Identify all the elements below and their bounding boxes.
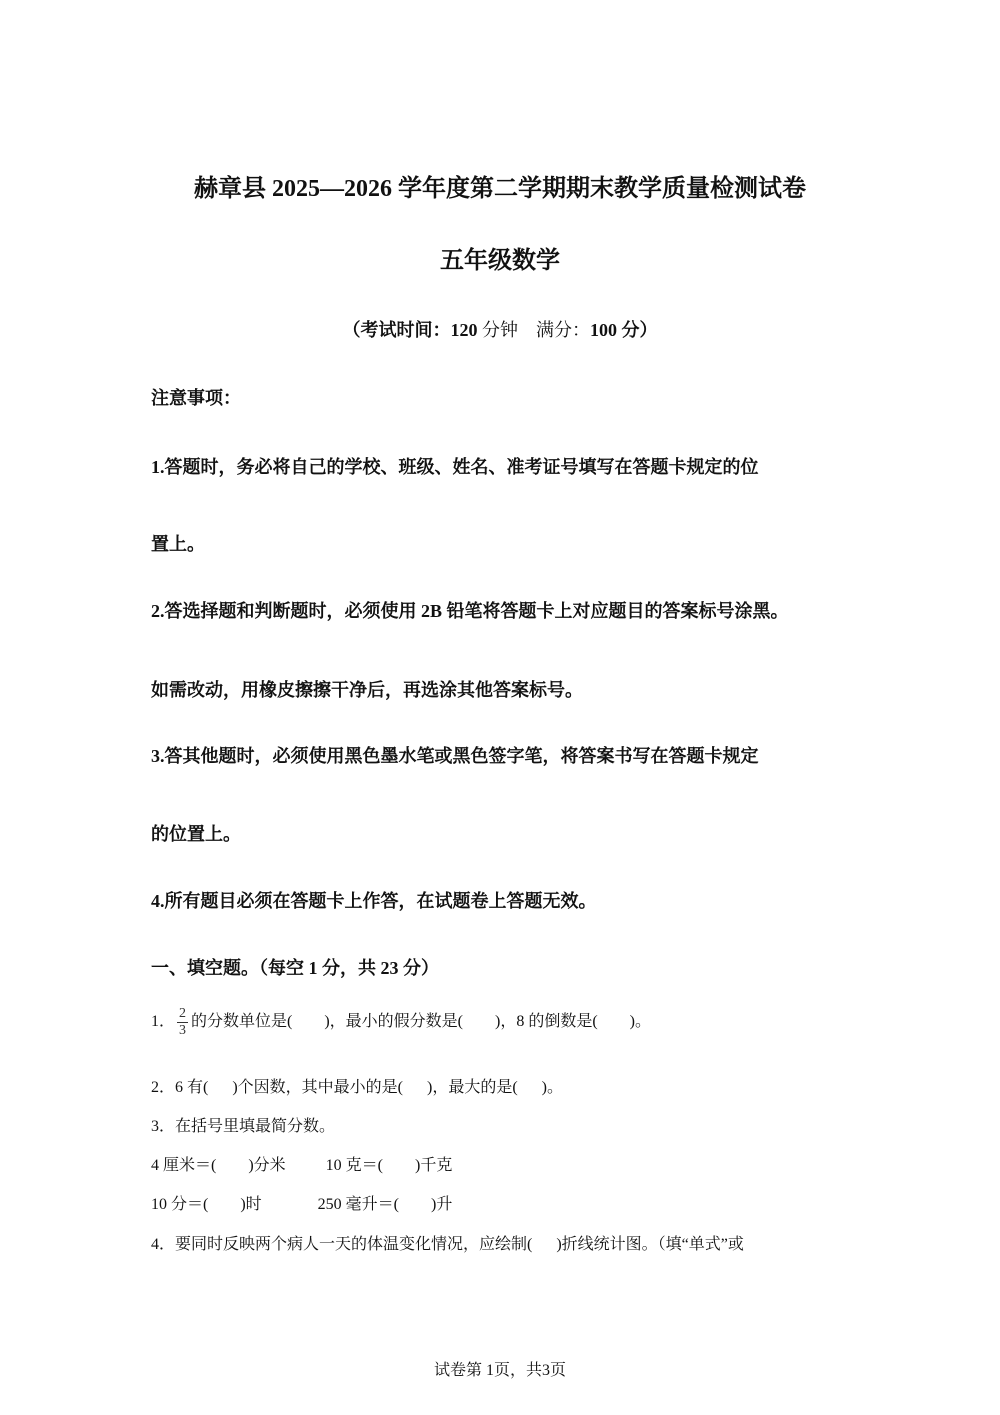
fraction-denominator: 3 xyxy=(179,1023,187,1038)
question-1 xyxy=(151,1006,651,1039)
exam-subtitle: 五年级数学 xyxy=(440,248,560,274)
question-text: 的分数单位是( )，最小的假分数是( )，8 的倒数是( )。 xyxy=(191,1013,651,1031)
note-line: 3.答其他题时，必须使用黑色墨水笔或黑色签字笔，将答案书写在答题卡规定 xyxy=(151,746,759,766)
note-line: 4.所有题目必须在答题卡上作答，在试题卷上答题无效。 xyxy=(151,891,597,911)
fraction xyxy=(177,1006,188,1039)
exam-score-unit: 分） xyxy=(617,320,658,340)
note-line: 1.答题时，务必将自己的学校、班级、姓名、准考证号填写在答题卡规定的位 xyxy=(151,457,759,477)
question-number: 1． xyxy=(151,1013,176,1031)
note-line: 如需改动，用橡皮擦擦干净后，再选涂其他答案标号。 xyxy=(151,680,583,700)
question-2: 2．6 有( )个因数，其中最小的是( )，最大的是( )。 xyxy=(151,1079,563,1096)
question-3-line-1: 4 厘米＝( )分米 10 克＝( )千克 xyxy=(151,1157,453,1174)
exam-info xyxy=(0,316,1000,342)
fraction-numerator: 2 xyxy=(179,1006,187,1021)
exam-info-open: （考试时间： xyxy=(342,320,451,340)
page-footer: 试卷第 1页，共3页 xyxy=(433,1362,566,1379)
exam-info-gap: 满分： xyxy=(518,320,590,340)
note-line: 置上。 xyxy=(151,534,205,554)
exam-title: 赫章县 2025—2026 学年度第二学期期末教学质量检测试卷 xyxy=(194,176,806,202)
notes-heading: 注意事项： xyxy=(151,388,241,408)
question-3: 3．在括号里填最简分数。 xyxy=(151,1118,336,1135)
section-heading: 一、填空题。（每空 1 分，共 23 分） xyxy=(151,958,439,978)
note-line: 的位置上。 xyxy=(151,824,241,844)
note-line: 2.答选择题和判断题时，必须使用 2B 铅笔将答题卡上对应题目的答案标号涂黑。 xyxy=(151,601,789,621)
question-4: 4．要同时反映两个病人一天的体温变化情况，应绘制( )折线统计图。（填“单式”或 xyxy=(151,1236,744,1253)
exam-time-value: 120 xyxy=(450,320,478,340)
exam-score-value: 100 xyxy=(590,320,617,340)
question-3-line-2: 10 分＝( )时 250 毫升＝( )升 xyxy=(151,1196,453,1213)
exam-time-unit: 分钟 xyxy=(477,320,518,340)
